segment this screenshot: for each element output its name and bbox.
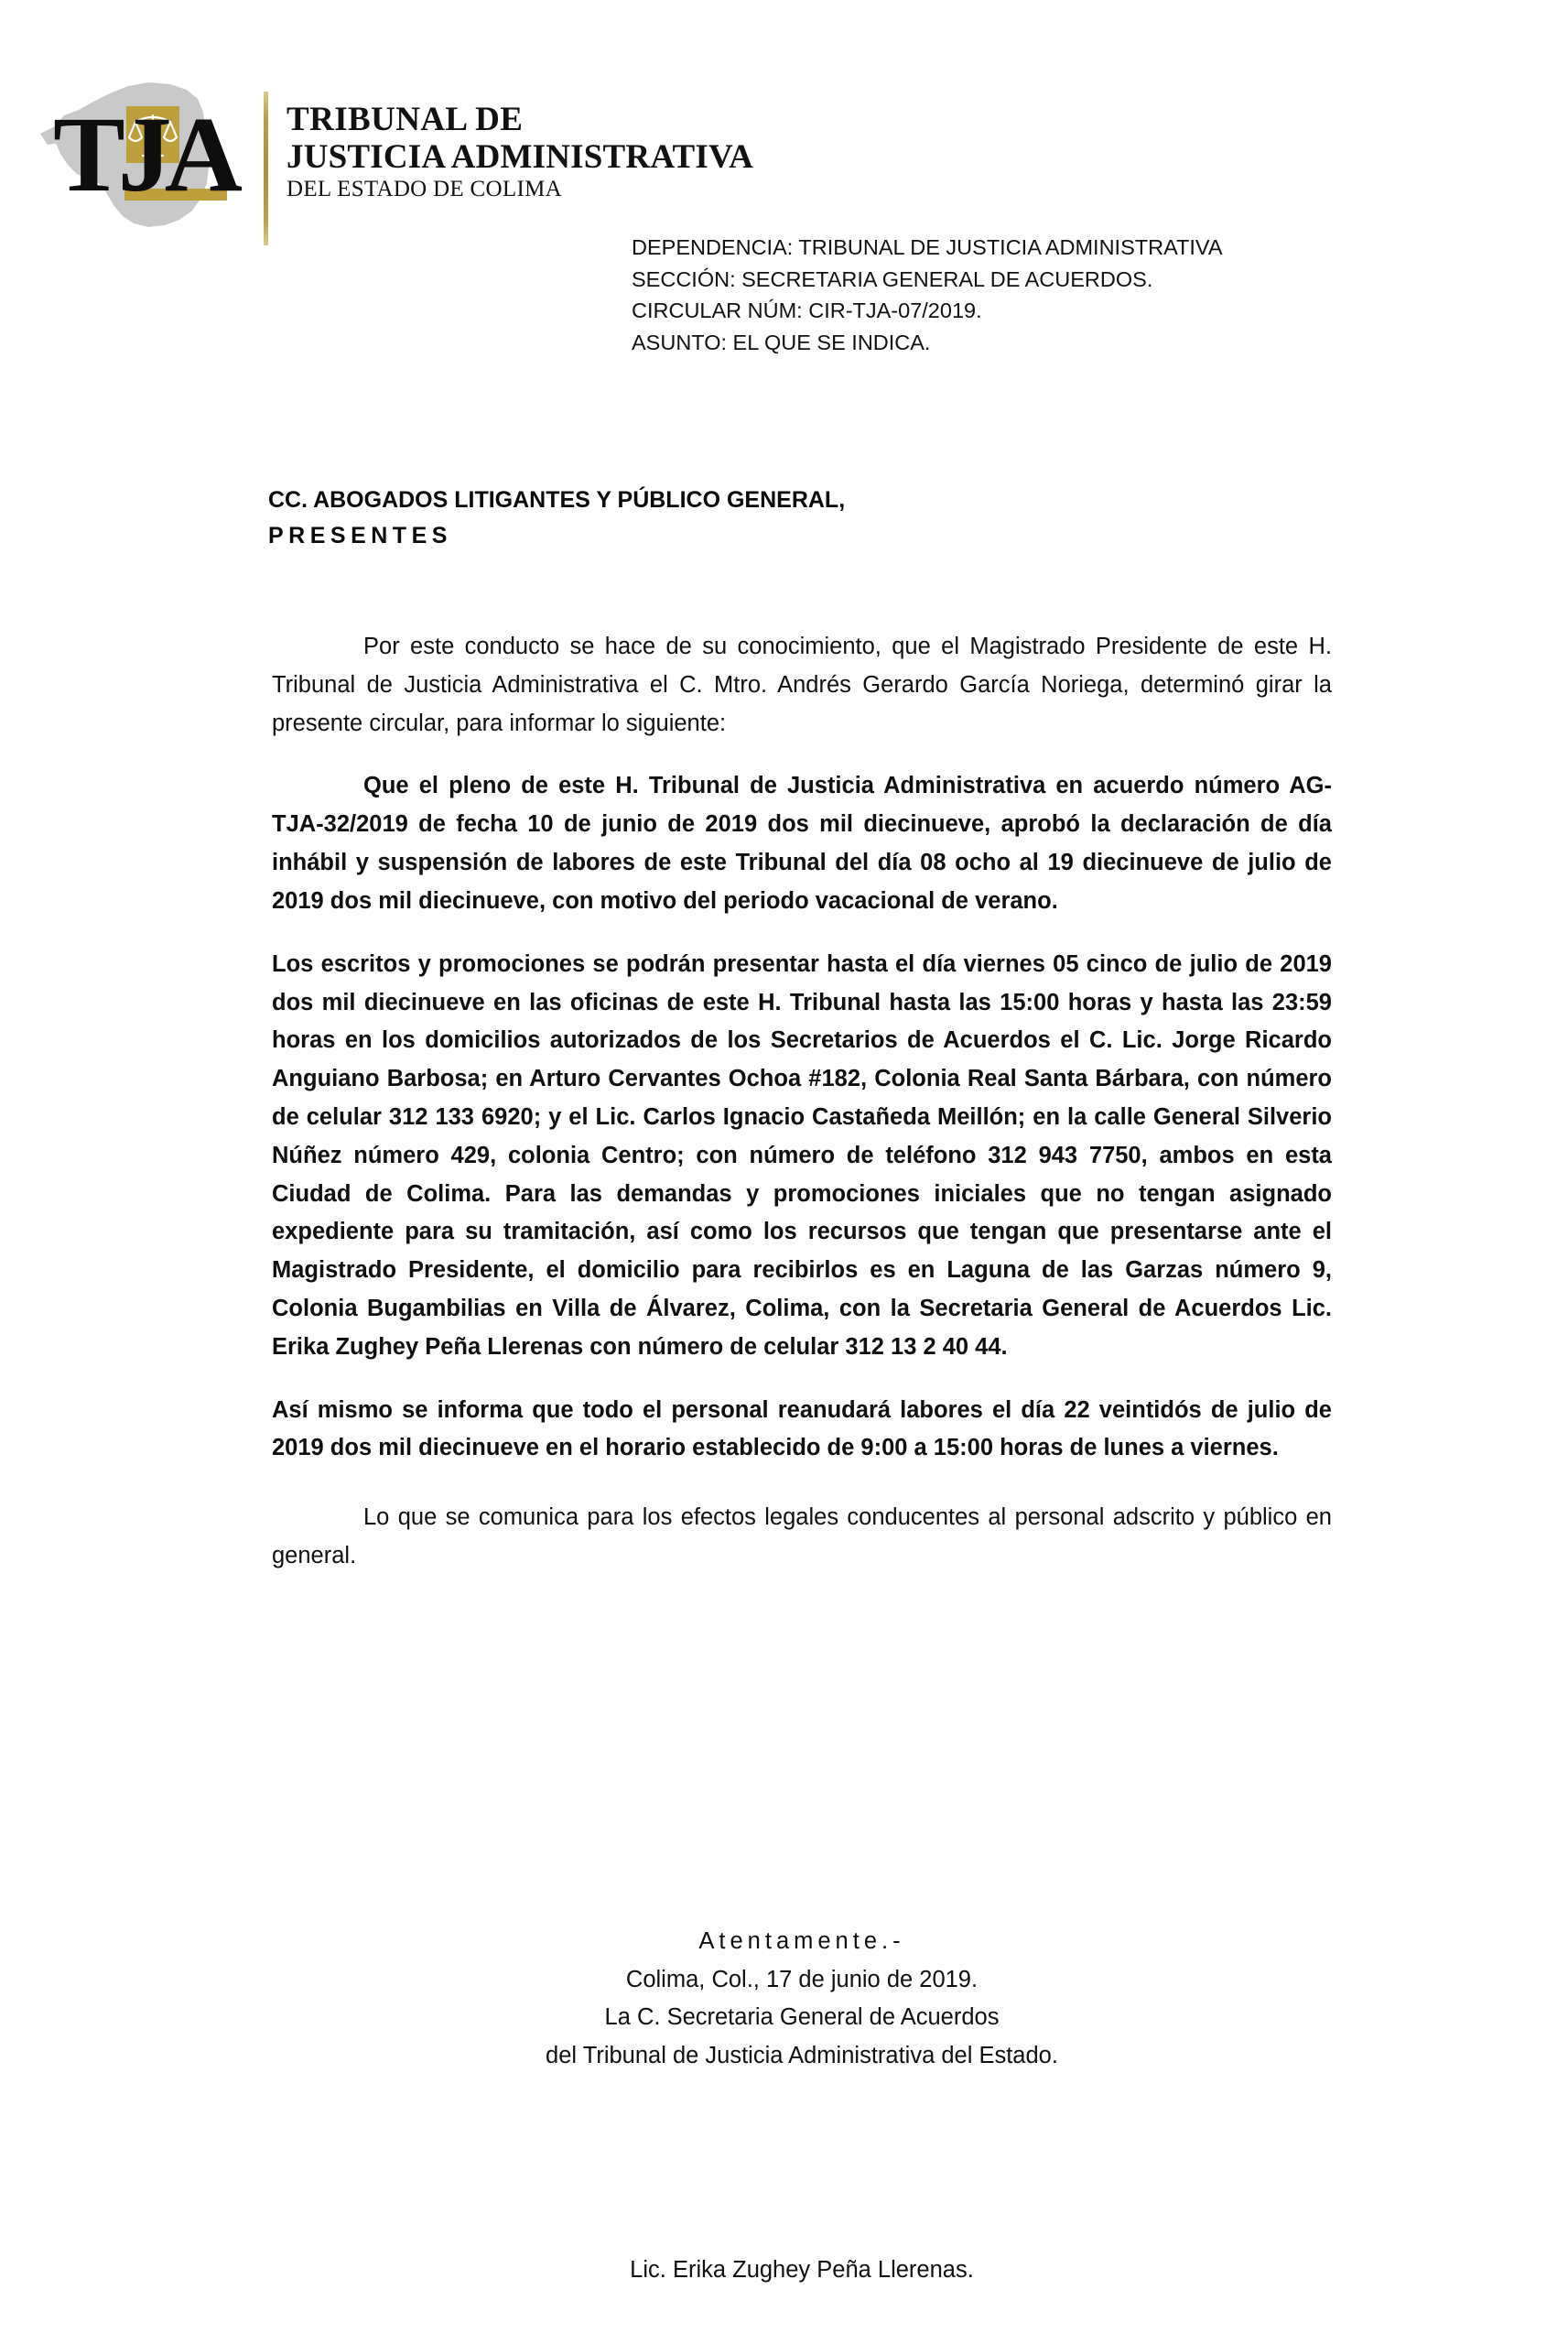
letterhead — [0, 0, 1568, 247]
circular-number-line: CIRCULAR NÚM: CIR-TJA-07/2019. — [632, 298, 982, 323]
paragraph-escritos-promociones: Los escritos y promociones se podrán presentar hasta el día viernes 05 cinco de julio de 2019 dos mil diecinueve en las oficinas de este H. Tribunal hasta las 15:00 horas y hasta las 23:59 horas en los domicilios autorizados de los Secretarios de Acuerdos el C. Lic. Jorge Ricardo Anguiano Barbosa; en Arturo Cervantes Ochoa #182, Colonia Real Santa Bárbara, con número de celular 312 133 6920; y el Lic. Carlos Ignacio Castañeda Meillón; en la calle General Silverio Núñez número 429, colonia Centro; con número de teléfono 312 943 7750, ambos en esta Ciudad de Colima. Para las demandas y promociones iniciales que no tengan asignado expediente para su tramitación, así como los recursos que tengan que presentarse ante el Magistrado Presidente, el domicilio para recibirlos es en Laguna de las Garzas número 9, Colonia Bugambilias en Villa de Álvarez, Colima, con la Secretaria General de Acuerdos Lic. Erika Zughey Peña Llerenas con número de celular 312 13 2 40 44. — [272, 950, 1332, 1360]
tja-logo — [37, 71, 256, 232]
paragraph-cierre: Lo que se comunica para los efectos legales conducentes al personal adscrito y público en general. — [272, 1504, 1332, 1569]
addressee-line-2: PRESENTES — [268, 522, 452, 548]
paragraph-intro: Por este conducto se hace de su conocimiento, que el Magistrado Presidente de este H. Tribunal de Justicia Administrativa el C. Mtro. Andrés Gerardo García Noriega, determinó girar la presente circular, para informar lo siguiente: — [272, 634, 1332, 736]
tja-monogram: TJA — [53, 94, 235, 214]
gold-vertical-divider — [264, 92, 268, 245]
paragraph-acuerdo: Que el pleno de este H. Tribunal de Justicia Administrativa en acuerdo número AG-TJA-32/2019 de fecha 10 de junio de 2019 dos mil diecinueve, aprobó la declaración de día inhábil y suspensión de labores de este Tribunal del día 08 ocho al 19 diecinueve de julio de 2019 dos mil diecinueve, con motivo del periodo vacacional de verano. — [272, 773, 1332, 914]
dependencia-line: DEPENDENCIA: TRIBUNAL DE JUSTICIA ADMINISTRATIVA — [632, 235, 1223, 259]
signer-role-line-1: La C. Secretaria General de Acuerdos — [604, 2004, 1000, 2031]
asunto-line: ASUNTO: EL QUE SE INDICA. — [632, 330, 931, 354]
document-body — [272, 628, 1332, 1601]
tja-scales-of-justice-colima-map-logo — [37, 71, 256, 232]
seccion-line: SECCIÓN: SECRETARIA GENERAL DE ACUERDOS. — [632, 266, 1153, 291]
signer-name: Lic. Erika Zughey Peña Llerenas. — [630, 2257, 974, 2283]
signature-block — [272, 1923, 1332, 2075]
dependency-header-block — [632, 232, 1223, 358]
wordmark-line-1: TRIBUNAL DE — [287, 101, 524, 138]
wordmark-line-2: JUSTICIA ADMINISTRATIVA — [287, 138, 754, 176]
wordmark — [287, 103, 753, 201]
paragraph-reanudacion: Así mismo se informa que todo el personal reanudará labores el día 22 veintidós de julio de 2019 dos mil diecinueve en el horario establecido de 9:00 a 15:00 horas de lunes a viernes. — [272, 1396, 1332, 1461]
wordmark-line-3: DEL ESTADO DE COLIMA — [287, 177, 562, 201]
atentamente-line: Atentamente.- — [698, 1928, 905, 1954]
addressee-line-1: CC. ABOGADOS LITIGANTES Y PÚBLICO GENERAL, — [268, 487, 846, 513]
place-date-line: Colima, Col., 17 de junio de 2019. — [625, 1966, 979, 1992]
addressee-block — [268, 483, 845, 554]
signer-role-line-2: del Tribunal de Justicia Administrativa del Estado. — [546, 2042, 1058, 2068]
